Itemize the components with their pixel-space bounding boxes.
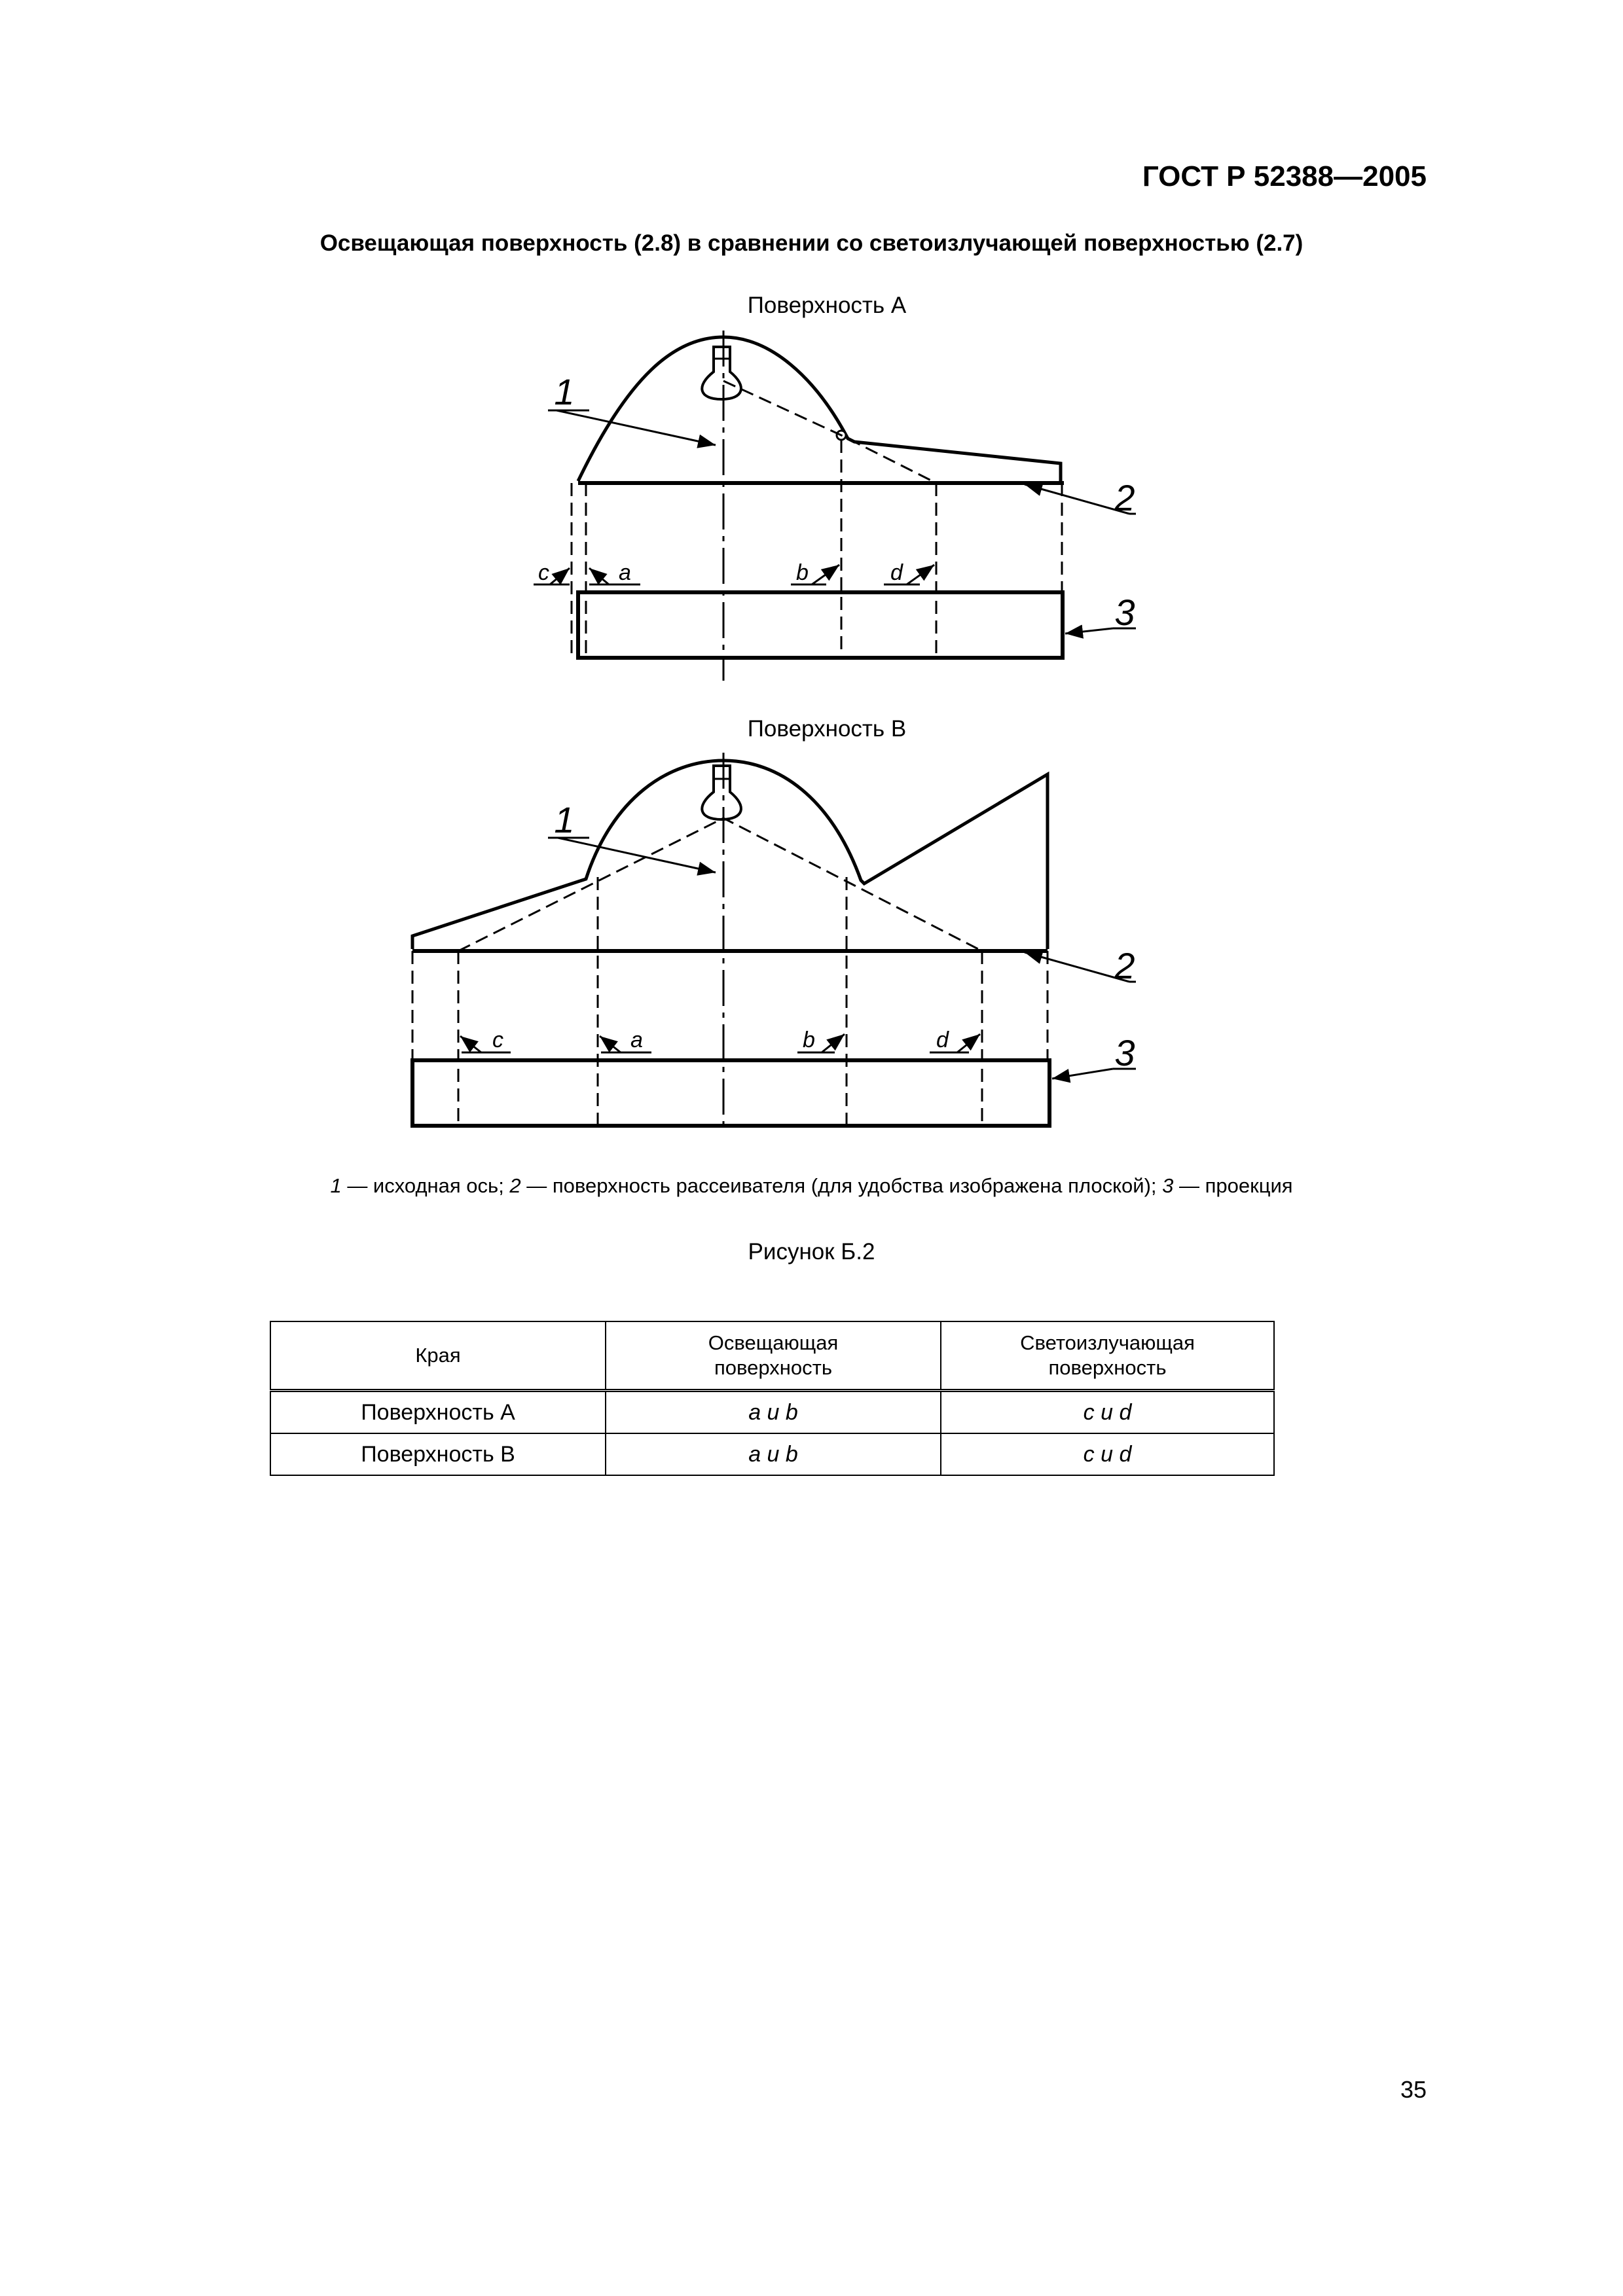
edge-label-b-a: b (796, 560, 809, 585)
callout-1-a: 1 (554, 371, 575, 412)
table-row (270, 1391, 1274, 1434)
figure-caption: Рисунок Б.2 (748, 1239, 875, 1265)
projection-b (412, 1060, 1049, 1126)
callout-1-b: 1 (554, 799, 575, 840)
row-emitting: c и d (941, 1433, 1274, 1475)
edge-label-b-b: b (803, 1028, 815, 1052)
panel-a-drawing (534, 331, 1136, 681)
reflector-a-outline (578, 337, 1061, 481)
callout-2-b: 2 (1114, 945, 1135, 986)
figure-legend (0, 1174, 1623, 1198)
legend-number-2: 2 (509, 1174, 521, 1197)
legend-number-3: 3 (1162, 1174, 1174, 1197)
row-illuminating: a и b (606, 1433, 941, 1475)
legend-text-1: — исходная ось; (341, 1174, 510, 1197)
legend-text-2: — поверхность рассеивателя (для удобства изображена плоской); (520, 1174, 1163, 1197)
callout-2-a: 2 (1114, 477, 1135, 518)
legend-number-1: 1 (330, 1174, 342, 1197)
legend-text-3: — проекция (1173, 1174, 1293, 1197)
header-emitting-line2: поверхность (1048, 1356, 1167, 1379)
header-illuminating (606, 1321, 941, 1391)
edge-label-c-a: c (538, 560, 549, 585)
edge-label-d-b: d (936, 1028, 949, 1052)
edge-label-a-b: a (630, 1028, 643, 1052)
section-heading: Освещающая поверхность (2.8) в сравнении со светоизлучающей поверхностью (2.7) (319, 230, 1304, 256)
lamp-a-icon (702, 347, 741, 399)
table-row (270, 1433, 1274, 1475)
edges-table (270, 1321, 1275, 1476)
page-number: 35 (1400, 2076, 1427, 2103)
projection-a (578, 592, 1063, 658)
edge-label-d-a: d (890, 560, 903, 585)
header-emitting (941, 1321, 1274, 1391)
panel-a-title: Поверхность А (747, 293, 907, 318)
row-surface: Поверхность В (270, 1433, 606, 1475)
row-surface: Поверхность А (270, 1391, 606, 1434)
edge-label-a-a: a (619, 560, 631, 585)
row-illuminating: a и b (606, 1391, 941, 1434)
header-emitting-line1: Светоизлучающая (1020, 1331, 1195, 1354)
panel-b-drawing (412, 753, 1136, 1132)
header-illuminating-line1: Освещающая (708, 1331, 839, 1354)
callout-3-b: 3 (1114, 1032, 1135, 1073)
header-illuminating-line2: поверхность (714, 1356, 832, 1379)
lamp-b-icon (702, 766, 741, 819)
row-emitting: c и d (941, 1391, 1274, 1434)
header-edges: Края (270, 1321, 606, 1391)
callout-3-a: 3 (1114, 592, 1135, 633)
panel-b-title: Поверхность В (747, 716, 907, 742)
table-header-row (270, 1321, 1274, 1391)
ray-a (723, 381, 936, 483)
standard-header: ГОСТ Р 52388—2005 (1142, 160, 1427, 192)
rays-b (458, 818, 982, 951)
edge-label-c-b: c (492, 1028, 503, 1052)
